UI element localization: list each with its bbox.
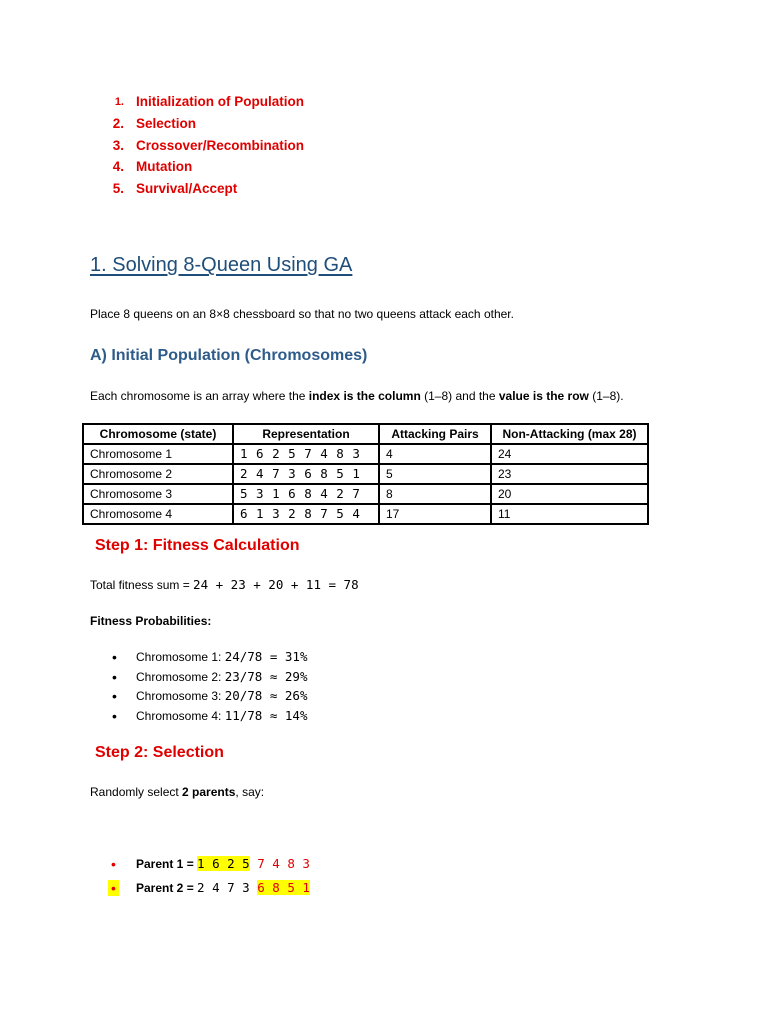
- section-heading: 1. Solving 8-Queen Using GA: [90, 254, 353, 276]
- list-item-label: Mutation: [136, 159, 193, 175]
- initial-population-heading: A) Initial Population (Chromosomes): [90, 347, 368, 364]
- selection-text-pre: Randomly select: [90, 785, 183, 799]
- cell-attacking: 5: [379, 464, 491, 484]
- parent-label: Parent 2 =: [136, 881, 198, 895]
- list-item: [0, 136, 768, 158]
- total-fitness-line: [90, 577, 359, 592]
- table-row: [83, 484, 648, 504]
- probability-label: Chromosome 2:: [136, 669, 225, 684]
- cell-chromosome: Chromosome 2: [83, 464, 233, 484]
- table-row: [83, 464, 648, 484]
- list-item: [0, 179, 768, 201]
- cell-chromosome: Chromosome 1: [83, 444, 233, 464]
- selection-step-heading: Step 2: Selection: [95, 744, 224, 761]
- column-header: Non-Attacking (max 28): [491, 424, 648, 444]
- list-item-label: Survival/Accept: [136, 181, 238, 197]
- probability-text: [136, 688, 308, 703]
- chromosome-description: [90, 389, 624, 403]
- parent-genes-red: 7 4 8 3: [257, 856, 310, 871]
- cell-representation: 6 1 3 2 8 7 5 4: [233, 504, 379, 524]
- probability-formula: 11/78 ≈ 14%: [224, 708, 308, 724]
- chromosome-table: [82, 423, 649, 525]
- list-item-label: Selection: [136, 115, 197, 131]
- list-item-parent-1: [0, 855, 768, 879]
- column-header: Attacking Pairs: [379, 424, 491, 444]
- table-row: [83, 444, 648, 464]
- list-item: [0, 648, 768, 668]
- bullet-icon: •: [112, 708, 117, 725]
- bullet-icon: •: [111, 856, 116, 872]
- probability-formula: 23/78 ≈ 29%: [224, 668, 308, 684]
- cell-attacking: 4: [379, 444, 491, 464]
- fitness-probabilities-label: Fitness Probabilities:: [90, 614, 212, 628]
- list-item: [0, 707, 768, 727]
- column-header: Chromosome (state): [83, 424, 233, 444]
- bullet-icon: •: [108, 880, 119, 896]
- column-header: Representation: [233, 424, 379, 444]
- probability-label: Chromosome 1:: [136, 650, 225, 664]
- cell-representation: 5 3 1 6 8 4 2 7: [233, 484, 379, 504]
- bullet-icon: •: [112, 649, 117, 665]
- cell-representation: 2 4 7 3 6 8 5 1: [233, 464, 379, 484]
- cell-chromosome: Chromosome 3: [83, 484, 233, 504]
- probability-formula: 20/78 ≈ 26%: [224, 688, 308, 704]
- parent-1: [136, 856, 310, 871]
- selection-text-bold: 2 parents: [182, 785, 236, 799]
- cell-representation: 1 6 2 5 7 4 8 3: [233, 444, 379, 464]
- total-fitness-formula: 24 + 23 + 20 + 11 = 78: [193, 577, 359, 592]
- cell-non-attacking: 23: [491, 464, 648, 484]
- list-item: [0, 687, 768, 707]
- fitness-step-heading: Step 1: Fitness Calculation: [95, 537, 300, 554]
- cell-non-attacking: 11: [491, 504, 648, 524]
- total-fitness-label: Total fitness sum =: [90, 578, 194, 592]
- probability-label: Chromosome 4:: [136, 709, 225, 724]
- list-item-label: Crossover/Recombination: [136, 137, 305, 153]
- list-number: 4.: [112, 159, 124, 175]
- cell-non-attacking: 20: [491, 484, 648, 504]
- probability-formula: 24/78 = 31%: [224, 649, 308, 664]
- desc-text: (1–8) and the: [420, 389, 499, 403]
- table-row: [83, 504, 648, 524]
- ga-steps-list: [0, 92, 768, 201]
- probability-text: [136, 708, 308, 723]
- intro-paragraph: Place 8 queens on an 8×8 chessboard so that no two queens attack each other.: [90, 307, 514, 321]
- parent-genes-red-highlighted: 6 8 5 1: [257, 880, 310, 895]
- list-number: 3.: [112, 137, 124, 153]
- list-item-label: Initialization of Population: [136, 94, 304, 109]
- bullet-icon: •: [112, 688, 117, 705]
- list-number: 5.: [112, 181, 124, 197]
- list-number: 1.: [114, 96, 124, 108]
- parent-genes-plain: 2 4 7 3: [197, 880, 250, 895]
- desc-bold-value: value is the row: [498, 389, 589, 403]
- list-item-parent-2: [0, 879, 768, 903]
- list-item: [0, 157, 768, 179]
- parent-label: Parent 1 =: [136, 857, 198, 871]
- parent-genes-highlighted: 1 6 2 5: [197, 856, 250, 871]
- table-header-row: [83, 424, 648, 444]
- selection-text: [90, 785, 264, 799]
- desc-text: (1–8).: [588, 389, 624, 403]
- parents-list: [0, 855, 768, 903]
- cell-attacking: 17: [379, 504, 491, 524]
- list-number: 2.: [112, 115, 124, 131]
- desc-text: Each chromosome is an array where the: [90, 389, 309, 403]
- list-item: [0, 668, 768, 688]
- list-item: [0, 92, 768, 114]
- cell-chromosome: Chromosome 4: [83, 504, 233, 524]
- desc-bold-index: index is the column: [308, 389, 421, 403]
- cell-non-attacking: 24: [491, 444, 648, 464]
- probability-label: Chromosome 3:: [136, 689, 225, 704]
- probability-text: [136, 669, 308, 684]
- cell-attacking: 8: [379, 484, 491, 504]
- fitness-probability-list: [0, 648, 768, 727]
- list-item: [0, 114, 768, 136]
- bullet-icon: •: [112, 668, 117, 685]
- selection-text-post: , say:: [235, 785, 265, 799]
- parent-2: [136, 880, 310, 895]
- probability-text: [136, 649, 308, 664]
